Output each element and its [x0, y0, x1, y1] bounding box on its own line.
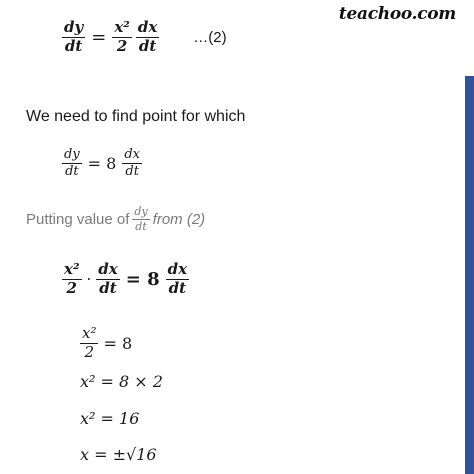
fraction-x2-over-2: $\frac{\text{x²}}{2}$ — [114, 18, 130, 55]
step-x2-eq-8x2: x² = 8 × 2 — [80, 372, 163, 391]
step-x-eq-sqrt16: x = ±√16 — [80, 445, 157, 464]
fraction-dx-dt: $\frac{dx}{dt}$ — [137, 18, 158, 55]
condition-equation: $\frac{dy}{dt}$ = 8 $\frac{dx}{dt}$ — [64, 147, 140, 179]
step-x2-eq-16: x² = 16 — [80, 409, 140, 428]
teachoo-logo: teachoo.com — [338, 4, 456, 24]
substituted-equation: $\frac{\text{x²}}{2}$ · $\frac{dx}{dt}$ = 8 $\frac{dx}{dt}$ — [64, 260, 188, 297]
step-x2-over-2: $\frac{\text{x²}}{2}$ = 8 — [82, 324, 133, 361]
instruction-text: We need to find point for which — [26, 108, 246, 125]
equation-2: $\frac{dy}{dt}$ = $\frac{\text{x²}}{2}$ $\frac{dx}{dt}$ …(2) — [64, 18, 227, 55]
slide-accent-bar — [465, 76, 474, 474]
equation-label: …(2) — [193, 28, 227, 46]
fraction-dy-dt: $\frac{dy}{dt}$ — [64, 18, 84, 55]
putting-value-text: Putting value of $\frac{dy}{dt}$ from (2) — [26, 205, 206, 233]
